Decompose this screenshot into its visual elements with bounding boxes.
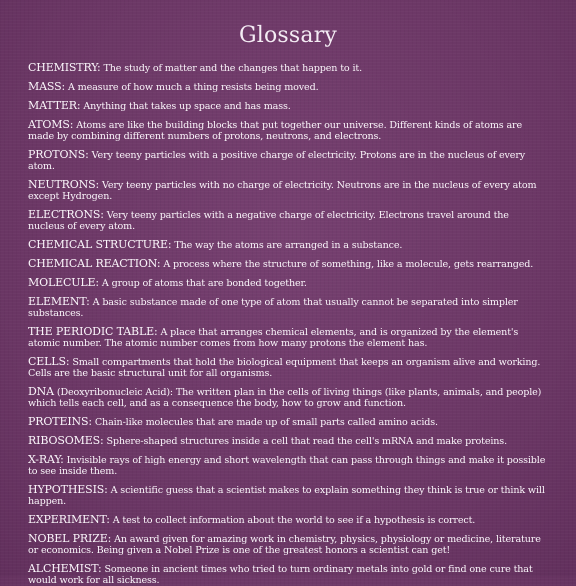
glossary-term: THE PERIODIC TABLE: <box>28 325 158 338</box>
glossary-definition: A measure of how much a thing resists being moved. <box>67 82 319 93</box>
glossary-entry <box>28 416 548 428</box>
glossary-term: PROTONS: <box>28 148 89 161</box>
glossary-entry <box>28 119 548 142</box>
glossary-term: X-RAY: <box>28 453 64 466</box>
glossary-definition: A scientific guess that a scientist makes to explain something they think is true or think will happen. <box>28 485 545 507</box>
glossary-definition: Invisible rays of high energy and short wavelength that can pass through things and make it possible to see inside them. <box>28 455 546 477</box>
glossary-definition: Small compartments that hold the biological equipment that keeps an organism alive and working. Cells are the basic structural unit for all organisms. <box>28 357 541 379</box>
glossary-term: ELEMENT: <box>28 295 90 308</box>
glossary-term: MOLECULE: <box>28 276 99 289</box>
glossary-entry <box>28 435 548 447</box>
glossary-term: ELECTRONS: <box>28 208 104 221</box>
glossary-entry <box>28 277 548 289</box>
glossary-entry <box>28 356 548 379</box>
glossary-entry <box>28 179 548 202</box>
glossary-entry <box>28 296 548 319</box>
glossary-definition: A group of atoms that are bonded together. <box>101 278 307 289</box>
glossary-entry <box>28 533 548 556</box>
glossary-term: MASS: <box>28 80 66 93</box>
glossary-entry <box>28 514 548 526</box>
glossary-definition: A basic substance made of one type of atom that usually cannot be separated into simpler substances. <box>28 297 518 319</box>
glossary-term: RIBOSOMES: <box>28 434 104 447</box>
glossary-entry <box>28 209 548 232</box>
glossary-entry <box>28 563 548 586</box>
glossary-definition: The study of matter and the changes that happen to it. <box>103 63 362 74</box>
glossary-definition: A process where the structure of something, like a molecule, gets rearranged. <box>163 259 534 270</box>
glossary-definition: Very teeny particles with a positive charge of electricity. Protons are in the nucleus of every atom. <box>28 150 526 172</box>
glossary-entry <box>28 386 548 409</box>
glossary-definition: Chain-like molecules that are made up of small parts called amino acids. <box>94 417 438 428</box>
glossary-entry <box>28 484 548 507</box>
glossary-definition: A place that arranges chemical elements, and is organized by the element's atomic number. The atomic number comes from how many protons the element has. <box>28 327 519 349</box>
glossary-entry <box>28 239 548 251</box>
glossary-term: CHEMISTRY: <box>28 61 101 74</box>
glossary-entry <box>28 326 548 349</box>
glossary-definition: Very teeny particles with a negative charge of electricity. Electrons travel around the nucleus of every atom. <box>28 210 509 232</box>
glossary-term: NOBEL PRIZE: <box>28 532 112 545</box>
glossary-entry <box>28 81 548 93</box>
glossary-term: HYPOTHESIS: <box>28 483 108 496</box>
page-title: Glossary <box>238 23 338 48</box>
glossary-term: NEUTRONS: <box>28 178 100 191</box>
glossary-entry <box>28 454 548 477</box>
glossary-definition: Sphere-shaped structures inside a cell that read the cell's mRNA and make proteins. <box>106 436 507 447</box>
glossary-term: CELLS: <box>28 355 70 368</box>
glossary-term: CHEMICAL REACTION: <box>28 257 161 270</box>
glossary-definition: Very teeny particles with no charge of electricity. Neutrons are in the nucleus of every atom except Hydrogen. <box>28 180 537 202</box>
glossary-term: ATOMS: <box>28 118 74 131</box>
glossary-entry <box>28 100 548 112</box>
glossary-definition: Someone in ancient times who tried to turn ordinary metals into gold or find one cure that would work for all sickness. <box>28 564 533 586</box>
glossary-definition: Anything that takes up space and has mass. <box>83 101 291 112</box>
glossary-definition: A test to collect information about the world to see if a hypothesis is correct. <box>112 515 476 526</box>
glossary-term: PROTEINS: <box>28 415 92 428</box>
glossary-definition: (Deoxyribonucleic Acid): The written plan in the cells of living things (like plants, animals, and people) which tells each cell, and as a consequence the body, how to grow and function. <box>28 387 542 409</box>
glossary-term: ALCHEMIST: <box>28 562 102 575</box>
glossary-list <box>28 62 548 586</box>
glossary-entry <box>28 258 548 270</box>
glossary-entry <box>28 62 548 74</box>
glossary-term: CHEMICAL STRUCTURE: <box>28 238 172 251</box>
glossary-entry <box>28 149 548 172</box>
glossary-term: EXPERIMENT: <box>28 513 110 526</box>
glossary-definition: The way the atoms are arranged in a substance. <box>174 240 403 251</box>
glossary-definition: An award given for amazing work in chemistry, physics, physiology or medicine, literature or economics. Being given a Nobel Prize is one of the greatest honors a scientist can get! <box>28 534 541 556</box>
glossary-term: MATTER: <box>28 99 81 112</box>
glossary-term: DNA <box>28 385 54 398</box>
glossary-definition: Atoms are like the building blocks that put together our universe. Different kinds of atoms are made by combining different numbers of protons, neutrons, and electrons. <box>28 120 523 142</box>
